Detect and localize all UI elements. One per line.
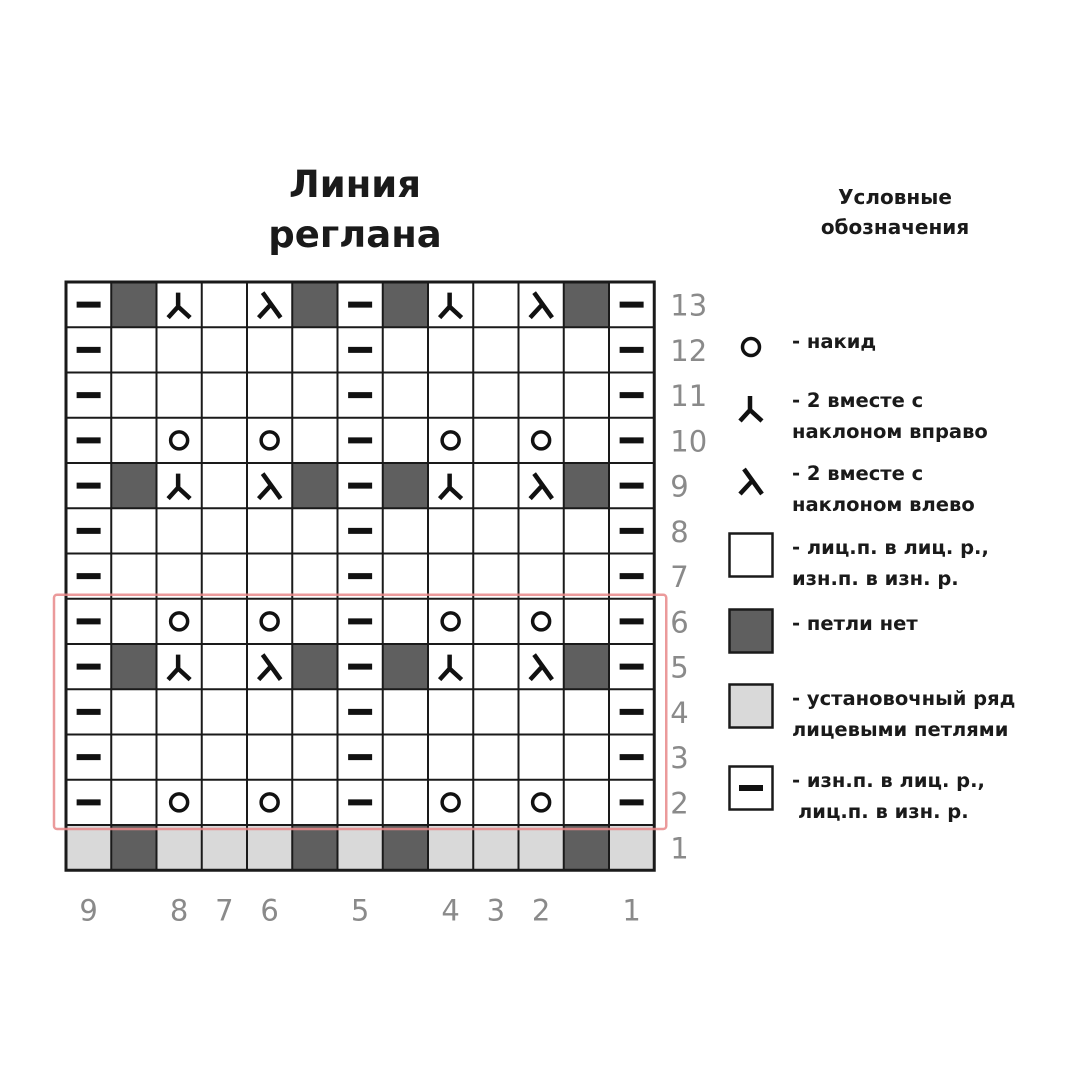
chart-cell (202, 282, 247, 327)
chart-cell (202, 508, 247, 553)
chart-cell (247, 599, 292, 644)
column-number: 6 (260, 893, 279, 928)
legend-label-line: - 2 вместе с (792, 389, 924, 412)
column-number: 3 (486, 893, 506, 928)
purl-dash-icon (348, 799, 372, 805)
setup-box-icon (728, 683, 774, 729)
chart-cell (292, 825, 337, 870)
chart-cell (157, 327, 202, 372)
chart-cell (157, 508, 202, 553)
chart-cell (564, 780, 609, 825)
chart-cell (247, 327, 292, 372)
no-stitch-box-icon (728, 608, 774, 654)
row-number: 3 (670, 741, 689, 776)
legend-item (728, 532, 1078, 592)
chart-cell (111, 689, 156, 734)
legend-item (728, 683, 1078, 743)
chart-cell (247, 689, 292, 734)
chart-cell (202, 780, 247, 825)
yarn-over-icon (728, 326, 774, 372)
chart-cell (564, 508, 609, 553)
chart-cell (473, 418, 518, 463)
chart-cell (111, 599, 156, 644)
chart-cell (383, 689, 428, 734)
purl-dash-icon (348, 302, 372, 308)
chart-cell (202, 644, 247, 689)
chart-cell (111, 825, 156, 870)
chart-cell (564, 644, 609, 689)
purl-dash-icon (348, 664, 372, 670)
chart-cell (292, 599, 337, 644)
purl-dash-icon (77, 483, 101, 489)
chart-cell (202, 554, 247, 599)
row-number: 9 (670, 469, 689, 504)
purl-dash-icon (77, 302, 101, 308)
purl-dash-icon (620, 528, 644, 534)
legend-item (728, 458, 1078, 518)
chart-cell (111, 735, 156, 780)
row-number: 8 (670, 514, 689, 549)
chart-cell (428, 373, 473, 418)
chart-cell (473, 599, 518, 644)
chart-cell (609, 825, 654, 870)
chart-cell (157, 554, 202, 599)
chart-cell (473, 463, 518, 508)
legend-label-line: - установочный ряд (792, 687, 1016, 710)
chart-cell (473, 689, 518, 734)
legend-label (792, 608, 918, 639)
chart-cell (247, 373, 292, 418)
column-number: 9 (79, 893, 98, 928)
knit-box-icon (728, 532, 774, 578)
purl-dash-icon (77, 618, 101, 624)
legend-label-line: наклоном вправо (792, 420, 988, 443)
chart-cell (247, 554, 292, 599)
chart-cell (473, 554, 518, 599)
chart-cell (383, 418, 428, 463)
chart-cell (157, 373, 202, 418)
purl-dash-icon (77, 573, 101, 579)
purl-dash-icon (620, 618, 644, 624)
chart-cell (564, 599, 609, 644)
purl-dash-icon (348, 528, 372, 534)
column-number: 1 (622, 893, 641, 928)
legend-label-line: изн.п. в изн. р. (792, 567, 959, 590)
chart-cell (111, 644, 156, 689)
chart-cell (247, 508, 292, 553)
chart-cell (383, 373, 428, 418)
chart-cell (202, 373, 247, 418)
purl-dash-icon (620, 754, 644, 760)
chart-cell (519, 689, 564, 734)
chart-cell (473, 327, 518, 372)
chart-cell (564, 554, 609, 599)
chart-cell (292, 735, 337, 780)
chart-cell (202, 735, 247, 780)
legend-item (728, 608, 1078, 668)
legend-label (792, 765, 985, 827)
chart-cell (428, 735, 473, 780)
row-number: 7 (670, 560, 689, 595)
legend-title-line1: Условные (838, 185, 952, 209)
purl-dash-icon (620, 437, 644, 443)
chart-cell (383, 644, 428, 689)
chart-cell (473, 825, 518, 870)
chart-cell (564, 327, 609, 372)
purl-dash-icon (348, 392, 372, 398)
chart-cell (473, 735, 518, 780)
chart-cell (383, 508, 428, 553)
purl-dash-icon (348, 437, 372, 443)
chart-cell (564, 735, 609, 780)
chart-cell (473, 508, 518, 553)
chart-cell (111, 373, 156, 418)
chart-cell (247, 418, 292, 463)
legend-label-line: - накид (792, 330, 877, 353)
legend-label-line: - 2 вместе с (792, 462, 924, 485)
chart-cell (157, 689, 202, 734)
chart-cell (519, 327, 564, 372)
row-number: 6 (670, 605, 689, 640)
chart-cell (564, 373, 609, 418)
chart-cell (383, 463, 428, 508)
row-number: 13 (670, 288, 708, 323)
legend-label-line: лиц.п. в изн. р. (798, 800, 969, 823)
purl-dash-icon (77, 709, 101, 715)
chart-cell (428, 554, 473, 599)
chart-cell (383, 554, 428, 599)
k2tog-left-icon (728, 458, 774, 504)
chart-title-line2: реглана (268, 213, 442, 256)
legend-title (790, 182, 1000, 242)
column-number: 7 (215, 893, 234, 928)
purl-dash-icon (77, 799, 101, 805)
legend-label (792, 532, 989, 594)
chart-cell (428, 780, 473, 825)
chart-cell (428, 599, 473, 644)
chart-cell (202, 599, 247, 644)
legend-item (728, 385, 1078, 445)
purl-dash-icon (77, 754, 101, 760)
chart-cell (383, 282, 428, 327)
chart-cell (564, 689, 609, 734)
row-number: 4 (670, 695, 689, 730)
chart-cell (247, 735, 292, 780)
chart-cell (111, 418, 156, 463)
chart-cell (157, 418, 202, 463)
purl-dash-icon (77, 664, 101, 670)
chart-cell (157, 599, 202, 644)
purl-dash-icon (348, 618, 372, 624)
chart-cell (111, 327, 156, 372)
column-number: 2 (531, 893, 551, 928)
purl-dash-icon (348, 573, 372, 579)
purl-dash-icon (620, 392, 644, 398)
chart-cell (519, 554, 564, 599)
chart-cell (428, 418, 473, 463)
row-number: 12 (670, 333, 708, 368)
chart-cell (247, 825, 292, 870)
chart-cell (564, 463, 609, 508)
chart-cell (157, 825, 202, 870)
chart-cell (292, 780, 337, 825)
purl-dash-icon (348, 483, 372, 489)
chart-cell (519, 735, 564, 780)
row-number: 2 (670, 786, 689, 821)
chart-cell (292, 327, 337, 372)
column-number: 5 (350, 893, 370, 928)
purl-dash-icon (348, 754, 372, 760)
chart-cell (292, 689, 337, 734)
chart-cell (202, 463, 247, 508)
chart-cell (202, 689, 247, 734)
purl-dash-icon (77, 347, 101, 353)
chart-cell (202, 418, 247, 463)
purl-dash-icon (620, 799, 644, 805)
chart-cell (202, 327, 247, 372)
purl-dash-icon (620, 347, 644, 353)
legend-label-line: - изн.п. в лиц. р., (792, 769, 985, 792)
chart-cell (247, 780, 292, 825)
k2tog-right-icon (728, 385, 774, 431)
chart-cell (292, 644, 337, 689)
chart-cell (157, 735, 202, 780)
purl-dash-icon (620, 302, 644, 308)
chart-cell (519, 418, 564, 463)
legend-label-line: - петли нет (792, 612, 918, 635)
chart-cell (519, 373, 564, 418)
chart-cell (473, 282, 518, 327)
chart-cell (519, 599, 564, 644)
chart-cell (519, 508, 564, 553)
purl-dash-icon (77, 437, 101, 443)
chart-cell (292, 418, 337, 463)
row-number: 1 (670, 831, 689, 866)
legend-label (792, 385, 988, 447)
purl-dash-icon (620, 573, 644, 579)
row-number: 10 (670, 424, 708, 459)
chart-cell (292, 554, 337, 599)
legend-label (792, 683, 1015, 745)
row-number: 5 (670, 650, 689, 685)
chart-cell (428, 825, 473, 870)
chart-cell (428, 689, 473, 734)
chart-cell (338, 825, 383, 870)
legend-item (728, 326, 1078, 386)
purl-dash-icon (348, 347, 372, 353)
chart-cell (111, 508, 156, 553)
chart-cell (473, 780, 518, 825)
purl-box-icon (728, 765, 774, 811)
chart-cell (383, 780, 428, 825)
chart-cell (383, 599, 428, 644)
purl-dash-icon (620, 664, 644, 670)
chart-cell (292, 373, 337, 418)
chart-cell (473, 644, 518, 689)
legend-item (728, 765, 1078, 825)
legend-label-line: наклоном влево (792, 493, 975, 516)
chart-cell (111, 463, 156, 508)
chart-cell (111, 554, 156, 599)
purl-dash-icon (77, 392, 101, 398)
column-number: 8 (169, 893, 189, 928)
chart-cell (428, 508, 473, 553)
chart-cell (157, 780, 202, 825)
chart-cell (292, 463, 337, 508)
legend-label (792, 458, 975, 520)
legend-title-line2: обозначения (820, 215, 970, 239)
chart-cell (383, 735, 428, 780)
chart-cell (564, 418, 609, 463)
legend-label (792, 326, 876, 357)
chart-cell (292, 508, 337, 553)
chart-cell (564, 282, 609, 327)
chart-cell (111, 780, 156, 825)
purl-dash-icon (620, 709, 644, 715)
chart-cell (473, 373, 518, 418)
chart-cell (519, 780, 564, 825)
chart-cell (66, 825, 111, 870)
chart-cell (383, 327, 428, 372)
chart-cell (383, 825, 428, 870)
chart-cell (519, 825, 564, 870)
purl-dash-icon (77, 528, 101, 534)
purl-dash-icon (348, 709, 372, 715)
purl-dash-icon (620, 483, 644, 489)
chart-cell (111, 282, 156, 327)
chart-title-line1: Линия (289, 163, 421, 206)
chart-cell (564, 825, 609, 870)
row-number: 11 (670, 379, 708, 414)
legend-label-line: - лиц.п. в лиц. р., (792, 536, 989, 559)
chart-cell (202, 825, 247, 870)
chart-cell (292, 282, 337, 327)
legend-label-line: лицевыми петлями (792, 718, 1009, 741)
column-number: 4 (441, 893, 460, 928)
chart-cell (428, 327, 473, 372)
